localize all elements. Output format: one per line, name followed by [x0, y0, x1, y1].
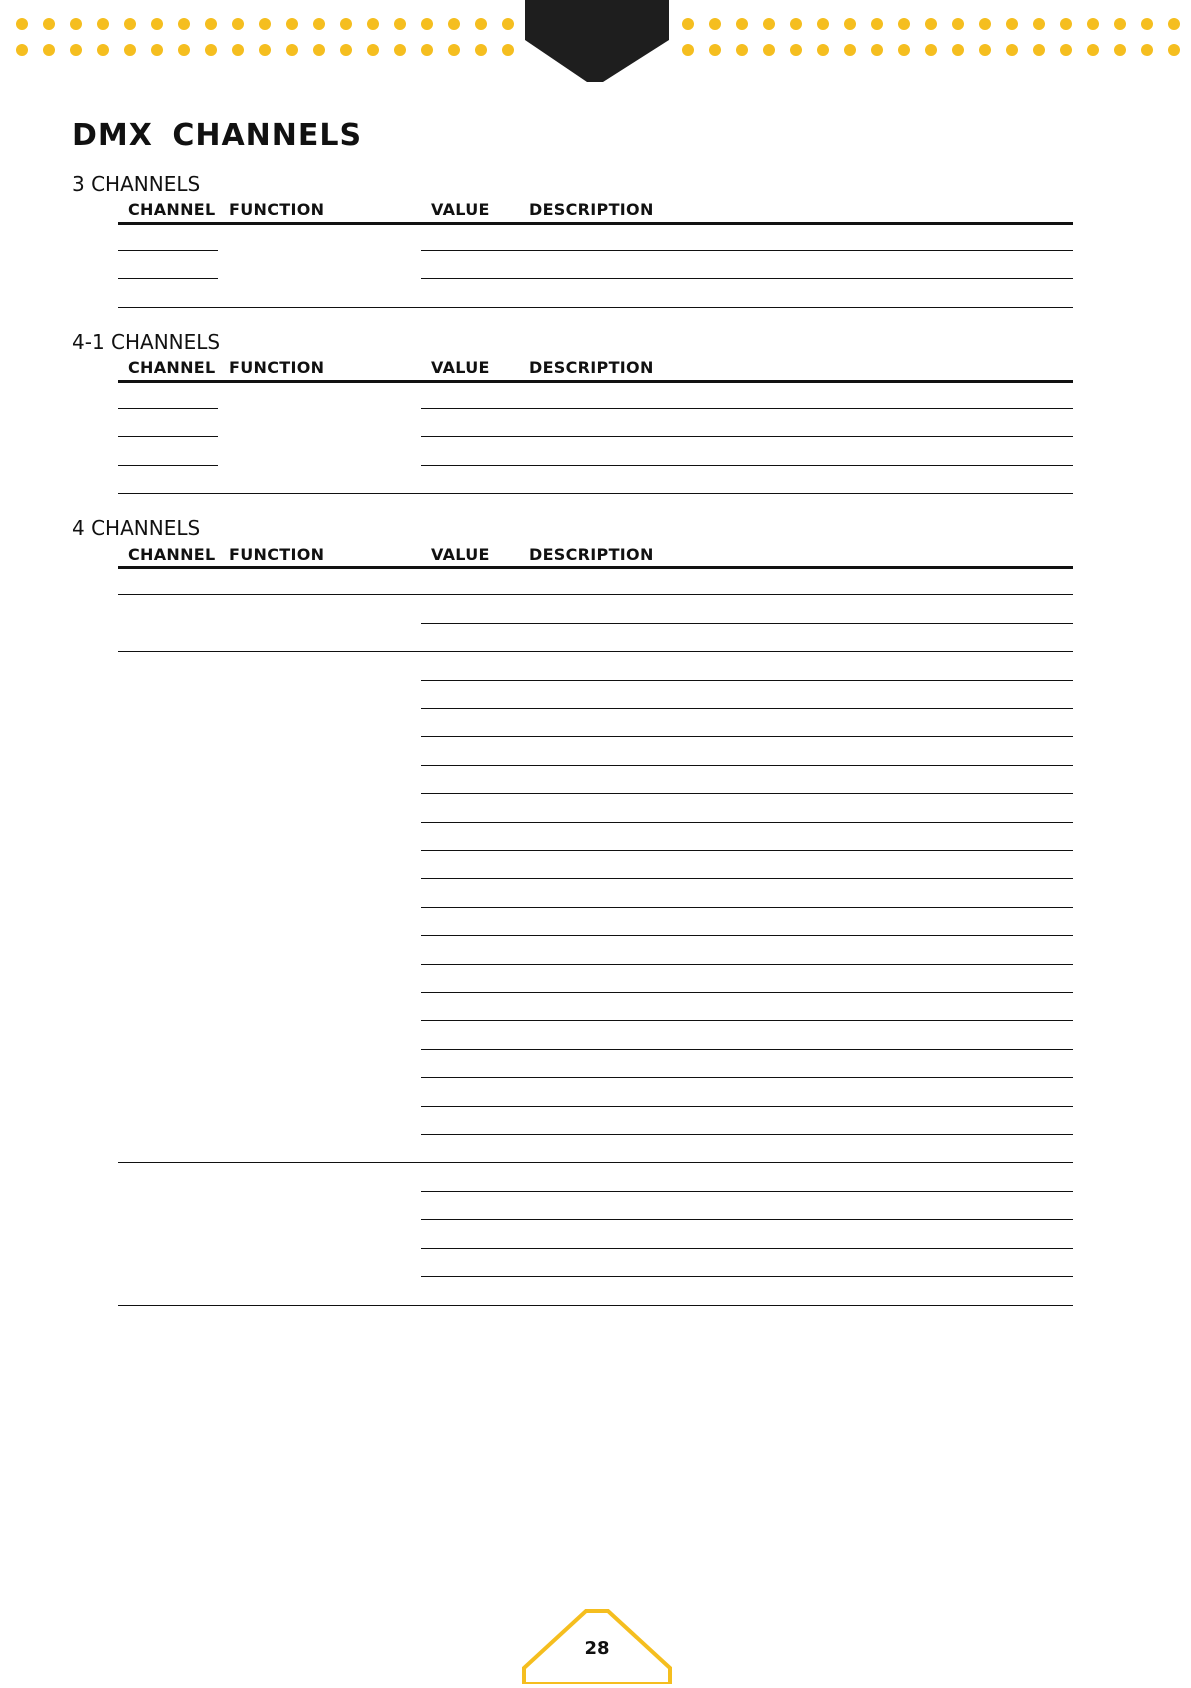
- value-row-rule: [421, 250, 1073, 251]
- decor-dot: [1168, 18, 1180, 30]
- header-rule: [118, 380, 1073, 383]
- decor-dot: [1033, 44, 1045, 56]
- decor-dot: [16, 44, 28, 56]
- decor-dot: [178, 18, 190, 30]
- decor-dot: [1006, 44, 1018, 56]
- decor-dot: [313, 18, 325, 30]
- decor-dot: [844, 44, 856, 56]
- value-row-rule: [421, 1106, 1073, 1107]
- dot-band-left-top: [16, 17, 514, 31]
- decor-dot: [763, 18, 775, 30]
- value-row-rule: [421, 907, 1073, 908]
- section-title-4-1-channels: 4-1 CHANNELS: [72, 330, 221, 354]
- decor-dot: [448, 44, 460, 56]
- decor-dot: [367, 18, 379, 30]
- decor-dot: [394, 18, 406, 30]
- decor-dot: [502, 18, 514, 30]
- section-title-3-channels: 3 CHANNELS: [72, 172, 201, 196]
- decor-dot: [70, 18, 82, 30]
- page-number: 28: [584, 1638, 610, 1659]
- column-header-function: FUNCTION: [229, 200, 325, 219]
- value-row-rule: [421, 992, 1073, 993]
- page-title: DMX CHANNELS: [72, 118, 363, 153]
- decor-dot: [925, 18, 937, 30]
- decor-dot: [205, 18, 217, 30]
- value-row-rule: [421, 736, 1073, 737]
- channel-row-rule: [118, 465, 218, 466]
- channel-row-rule: [118, 278, 218, 279]
- decor-dot: [682, 44, 694, 56]
- row-rule: [118, 651, 1073, 652]
- row-rule: [118, 1162, 1073, 1163]
- decor-dot: [394, 44, 406, 56]
- decor-dot: [178, 44, 190, 56]
- decor-dot: [736, 44, 748, 56]
- decor-dot: [898, 44, 910, 56]
- decor-dot: [475, 18, 487, 30]
- decor-dot: [1033, 18, 1045, 30]
- decor-dot: [709, 44, 721, 56]
- decor-dot: [502, 44, 514, 56]
- decor-dot: [952, 44, 964, 56]
- decor-dot: [790, 18, 802, 30]
- channel-row-rule: [118, 250, 218, 251]
- dot-band-right-bottom: [682, 43, 1180, 57]
- column-header-value: VALUE: [431, 200, 490, 219]
- column-header-function: FUNCTION: [229, 545, 325, 564]
- header-tab-shape: [525, 0, 669, 82]
- value-row-rule: [421, 935, 1073, 936]
- value-row-rule: [421, 680, 1073, 681]
- column-header-channel: CHANNEL: [128, 545, 216, 564]
- table-bottom-rule: [118, 493, 1073, 494]
- decor-dot: [817, 44, 829, 56]
- value-row-rule: [421, 1219, 1073, 1220]
- decor-dot: [709, 18, 721, 30]
- value-row-rule: [421, 1020, 1073, 1021]
- decor-dot: [871, 18, 883, 30]
- decor-dot: [844, 18, 856, 30]
- value-row-rule: [421, 765, 1073, 766]
- decor-dot: [1168, 44, 1180, 56]
- column-header-function: FUNCTION: [229, 358, 325, 377]
- decor-dot: [475, 44, 487, 56]
- decor-dot: [16, 18, 28, 30]
- column-header-description: DESCRIPTION: [529, 200, 654, 219]
- row-rule: [118, 594, 1073, 595]
- decor-dot: [1087, 44, 1099, 56]
- page-number-badge: [522, 1608, 672, 1684]
- value-row-rule: [421, 793, 1073, 794]
- decor-dot: [151, 44, 163, 56]
- value-row-rule: [421, 1077, 1073, 1078]
- dot-band-left-bottom: [16, 43, 514, 57]
- decor-dot: [70, 44, 82, 56]
- decor-dot: [97, 18, 109, 30]
- decor-dot: [1087, 18, 1099, 30]
- header-rule: [118, 222, 1073, 225]
- decor-dot: [367, 44, 379, 56]
- value-row-rule: [421, 436, 1073, 437]
- value-row-rule: [421, 623, 1073, 624]
- decor-dot: [979, 18, 991, 30]
- decor-dot: [736, 18, 748, 30]
- decor-dot: [448, 18, 460, 30]
- decor-dot: [340, 18, 352, 30]
- decor-dot: [151, 18, 163, 30]
- decor-dot: [205, 44, 217, 56]
- decor-dot: [1114, 44, 1126, 56]
- column-header-channel: CHANNEL: [128, 358, 216, 377]
- column-header-value: VALUE: [431, 358, 490, 377]
- decor-dot: [790, 44, 802, 56]
- decor-dot: [682, 18, 694, 30]
- value-row-rule: [421, 278, 1073, 279]
- decor-dot: [340, 44, 352, 56]
- value-row-rule: [421, 878, 1073, 879]
- section-title-4-channels: 4 CHANNELS: [72, 516, 201, 540]
- decor-dot: [1141, 44, 1153, 56]
- decor-dot: [421, 18, 433, 30]
- decor-dot: [817, 18, 829, 30]
- header-rule: [118, 566, 1073, 569]
- decor-dot: [97, 44, 109, 56]
- decor-dot: [43, 44, 55, 56]
- column-header-value: VALUE: [431, 545, 490, 564]
- decor-dot: [952, 18, 964, 30]
- decor-dot: [124, 44, 136, 56]
- decor-dot: [871, 44, 883, 56]
- decor-dot: [259, 44, 271, 56]
- decor-dot: [124, 18, 136, 30]
- decor-dot: [286, 44, 298, 56]
- table-bottom-rule: [118, 1305, 1073, 1306]
- decor-dot: [232, 18, 244, 30]
- value-row-rule: [421, 850, 1073, 851]
- decor-dot: [1141, 18, 1153, 30]
- column-header-description: DESCRIPTION: [529, 358, 654, 377]
- channel-row-rule: [118, 436, 218, 437]
- decor-dot: [286, 18, 298, 30]
- value-row-rule: [421, 1276, 1073, 1277]
- decor-dot: [259, 18, 271, 30]
- decor-dot: [1114, 18, 1126, 30]
- channel-row-rule: [118, 408, 218, 409]
- decor-dot: [925, 44, 937, 56]
- decor-dot: [232, 44, 244, 56]
- value-row-rule: [421, 708, 1073, 709]
- column-header-channel: CHANNEL: [128, 200, 216, 219]
- value-row-rule: [421, 1049, 1073, 1050]
- value-row-rule: [421, 465, 1073, 466]
- decor-dot: [1060, 18, 1072, 30]
- table-bottom-rule: [118, 307, 1073, 308]
- value-row-rule: [421, 408, 1073, 409]
- value-row-rule: [421, 964, 1073, 965]
- value-row-rule: [421, 1134, 1073, 1135]
- dot-band-right-top: [682, 17, 1180, 31]
- decor-dot: [1060, 44, 1072, 56]
- value-row-rule: [421, 1248, 1073, 1249]
- decor-dot: [763, 44, 775, 56]
- decor-dot: [979, 44, 991, 56]
- decor-dot: [1006, 18, 1018, 30]
- value-row-rule: [421, 1191, 1073, 1192]
- decor-dot: [313, 44, 325, 56]
- decor-dot: [898, 18, 910, 30]
- decor-dot: [43, 18, 55, 30]
- decor-dot: [421, 44, 433, 56]
- column-header-description: DESCRIPTION: [529, 545, 654, 564]
- value-row-rule: [421, 822, 1073, 823]
